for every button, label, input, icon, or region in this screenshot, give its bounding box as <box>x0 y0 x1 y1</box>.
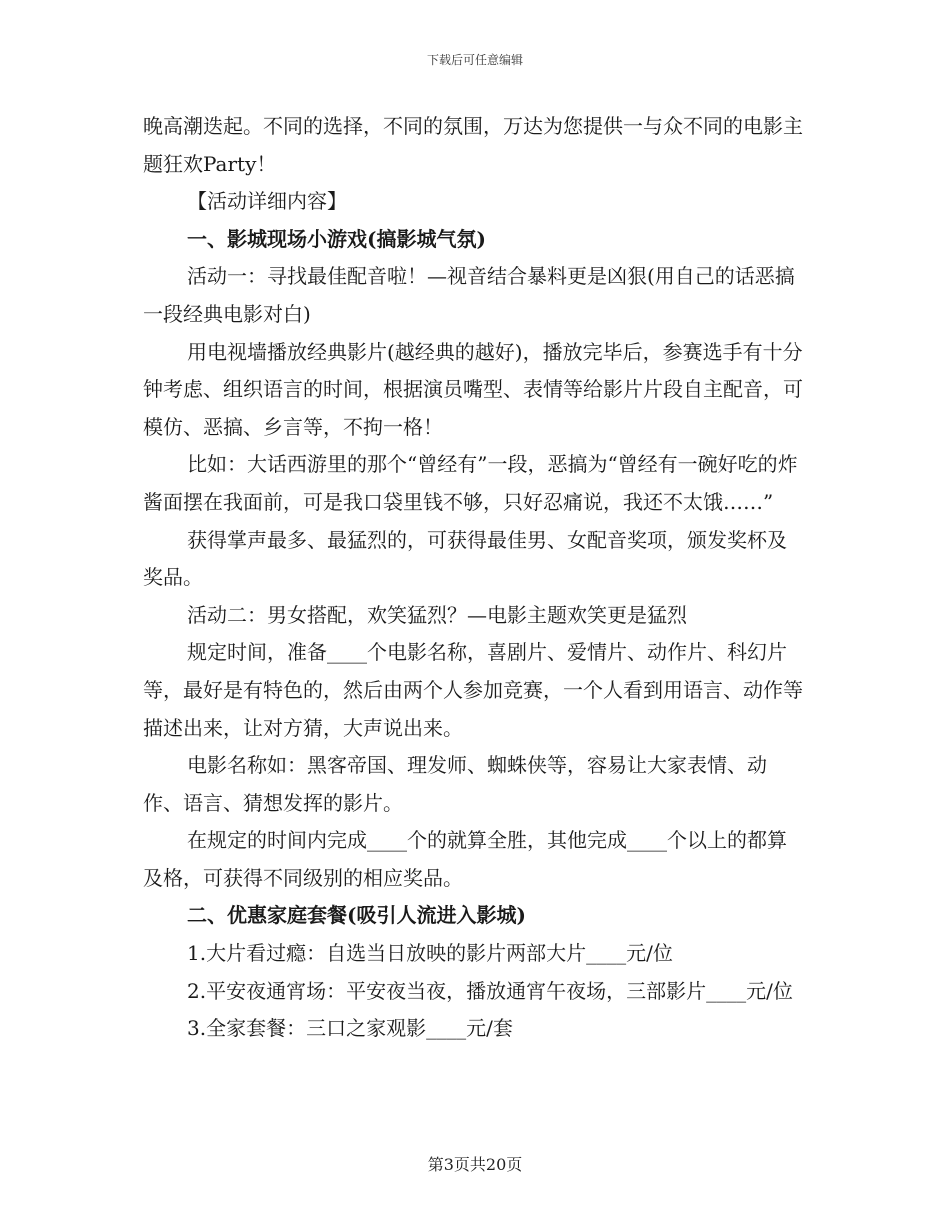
paragraph-11: 在规定的时间内完成____个的就算全胜，其他完成____个以上的都算及格，可获得不同级别的相应奖品。 <box>143 828 787 890</box>
paragraph-5: 用电视墙播放经典影片(越经典的越好)，播放完毕后，参赛选手有十分钟考虑、组织语言的时间，根据演员嘴型、表情等给影片片段自主配音，可模仿、恶搞、乡言等，不拘一格！ <box>143 339 803 439</box>
page-footer: 第3页共20页 <box>427 1155 523 1174</box>
list-item-3: 3.全家套餐：三口之家观影____元/套 <box>187 1016 513 1041</box>
section-heading-2: 二、优惠家庭套餐(吸引人流进入影城) <box>187 903 526 928</box>
paragraph-8: 活动二：男女搭配，欢笑猛烈？—电影主题欢笑更是猛烈 <box>187 602 687 627</box>
page-header: 下载后可任意编辑 <box>426 53 523 67</box>
paragraph-10: 电影名称如：黑客帝国、理发师、蜘蛛侠等，容易让大家表情、动作、语言、猜想发挥的影片。 <box>143 753 767 815</box>
document-body <box>143 108 803 1048</box>
list-item-1: 1.大片看过瘾：自选当日放映的影片两部大片____元/位 <box>187 941 673 966</box>
paragraph-6: 比如：大话西游里的那个“曾经有”一段，恶搞为“曾经有一碗好吃的炸酱面摆在我面前，可是我口袋里钱不够，只好忍痛说，我还不太饿……” <box>143 452 798 514</box>
paragraph-9: 规定时间，准备____个电影名称，喜剧片、爱情片、动作片、科幻片等，最好是有特色的，然后由两个人参加竞赛，一个人看到用语言、动作等描述出来，让对方猜，大声说出来。 <box>143 640 803 740</box>
list-item-2: 2.平安夜通宵场：平安夜当夜，播放通宵午夜场，三部影片____元/位 <box>187 978 793 1003</box>
paragraph-2: 【活动详细内容】 <box>187 189 347 214</box>
paragraph-1: 晚高潮迭起。不同的选择，不同的氛围，万达为您提供一与众不同的电影主题狂欢Party！ <box>143 114 803 176</box>
paragraph-7: 获得掌声最多、最猛烈的，可获得最佳男、女配音奖项，颁发奖杯及奖品。 <box>143 527 787 590</box>
paragraph-4: 活动一：寻找最佳配音啦！—视音结合暴料更是凶狠(用自己的话恶搞一段经典电影对白) <box>143 264 795 326</box>
section-heading-1: 一、影城现场小游戏(搞影城气氛) <box>187 226 486 251</box>
